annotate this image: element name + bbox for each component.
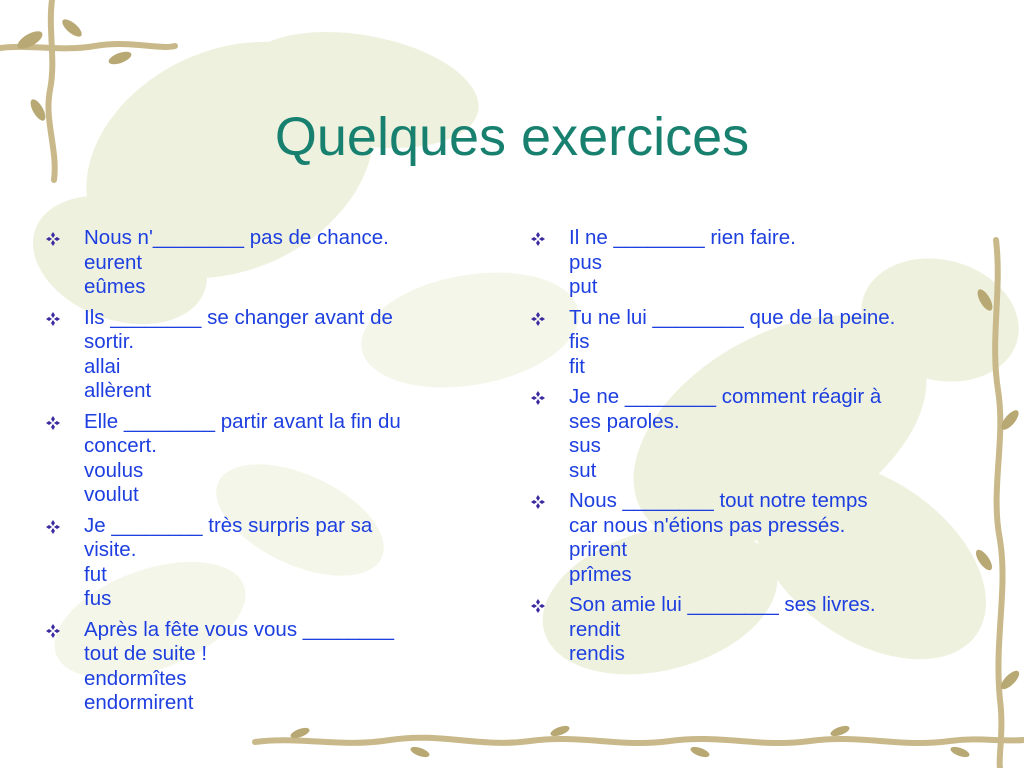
exercise-list-right [531, 226, 1001, 673]
answer-option: pus [569, 250, 603, 274]
answer-option: prîmes [569, 562, 632, 586]
answer-option: fit [569, 354, 585, 378]
answer-option: eûmes [84, 275, 146, 298]
answer-option: sus [569, 434, 601, 457]
exercise-item [46, 618, 496, 716]
question-text: concert. [84, 434, 157, 457]
diamond-quad-bullet-icon [531, 232, 545, 246]
diamond-quad-bullet-icon [531, 495, 545, 509]
answer-option: rendit [569, 617, 621, 641]
question-text: Nous n'________ pas de chance. [84, 226, 389, 249]
diamond-quad-bullet-icon [46, 520, 60, 534]
exercise-item [531, 385, 1001, 483]
question-text: car nous n'étions pas pressés. [569, 513, 846, 537]
answer-option: fut [84, 562, 107, 586]
answer-option: voulus [84, 458, 144, 482]
exercise-item [531, 306, 1001, 380]
exercise-item [531, 489, 1001, 587]
diamond-quad-bullet-icon [531, 599, 545, 613]
answer-option: endormîtes [84, 666, 187, 690]
exercise-item [46, 306, 496, 404]
question-text: Il ne ________ rien faire. [569, 226, 796, 249]
diamond-quad-bullet-icon [531, 312, 545, 326]
answer-option: sut [569, 458, 597, 482]
diamond-quad-bullet-icon [46, 624, 60, 638]
diamond-quad-bullet-icon [46, 232, 60, 246]
question-text: ses paroles. [569, 409, 680, 433]
question-text: Je ne ________ comment réagir à [569, 385, 882, 408]
question-text: Après la fête vous vous ________ [84, 617, 394, 641]
answer-option: allai [84, 354, 121, 378]
answer-option: eurent [84, 250, 143, 274]
question-text: Tu ne lui ________ que de la peine. [569, 305, 896, 329]
answer-option: put [569, 275, 598, 298]
exercise-item [46, 410, 496, 508]
exercise-list-left [46, 226, 496, 722]
diamond-quad-bullet-icon [46, 312, 60, 326]
question-text: tout de suite ! [84, 642, 208, 665]
question-text: Son amie lui ________ ses livres. [569, 593, 876, 616]
answer-option: allèrent [84, 379, 152, 402]
exercise-item [531, 226, 1001, 300]
exercise-item [46, 514, 496, 612]
diamond-quad-bullet-icon [531, 391, 545, 405]
question-text: Elle ________ partir avant la fin du [84, 409, 401, 433]
exercise-item [46, 226, 496, 300]
question-text: Nous ________ tout notre temps [569, 489, 868, 512]
answer-option: rendis [569, 642, 625, 665]
question-text: sortir. [84, 330, 135, 353]
diamond-quad-bullet-icon [46, 416, 60, 430]
answer-option: endormirent [84, 691, 194, 714]
question-text: Je ________ très surpris par sa [84, 513, 373, 537]
slide-title: Quelques exercices [274, 107, 750, 167]
answer-option: prirent [569, 538, 628, 561]
answer-option: fus [84, 587, 112, 610]
question-text: Ils ________ se changer avant de [84, 305, 393, 329]
question-text: visite. [84, 538, 137, 561]
answer-option: fis [569, 330, 590, 353]
exercise-item [531, 593, 1001, 667]
answer-option: voulut [84, 483, 139, 506]
